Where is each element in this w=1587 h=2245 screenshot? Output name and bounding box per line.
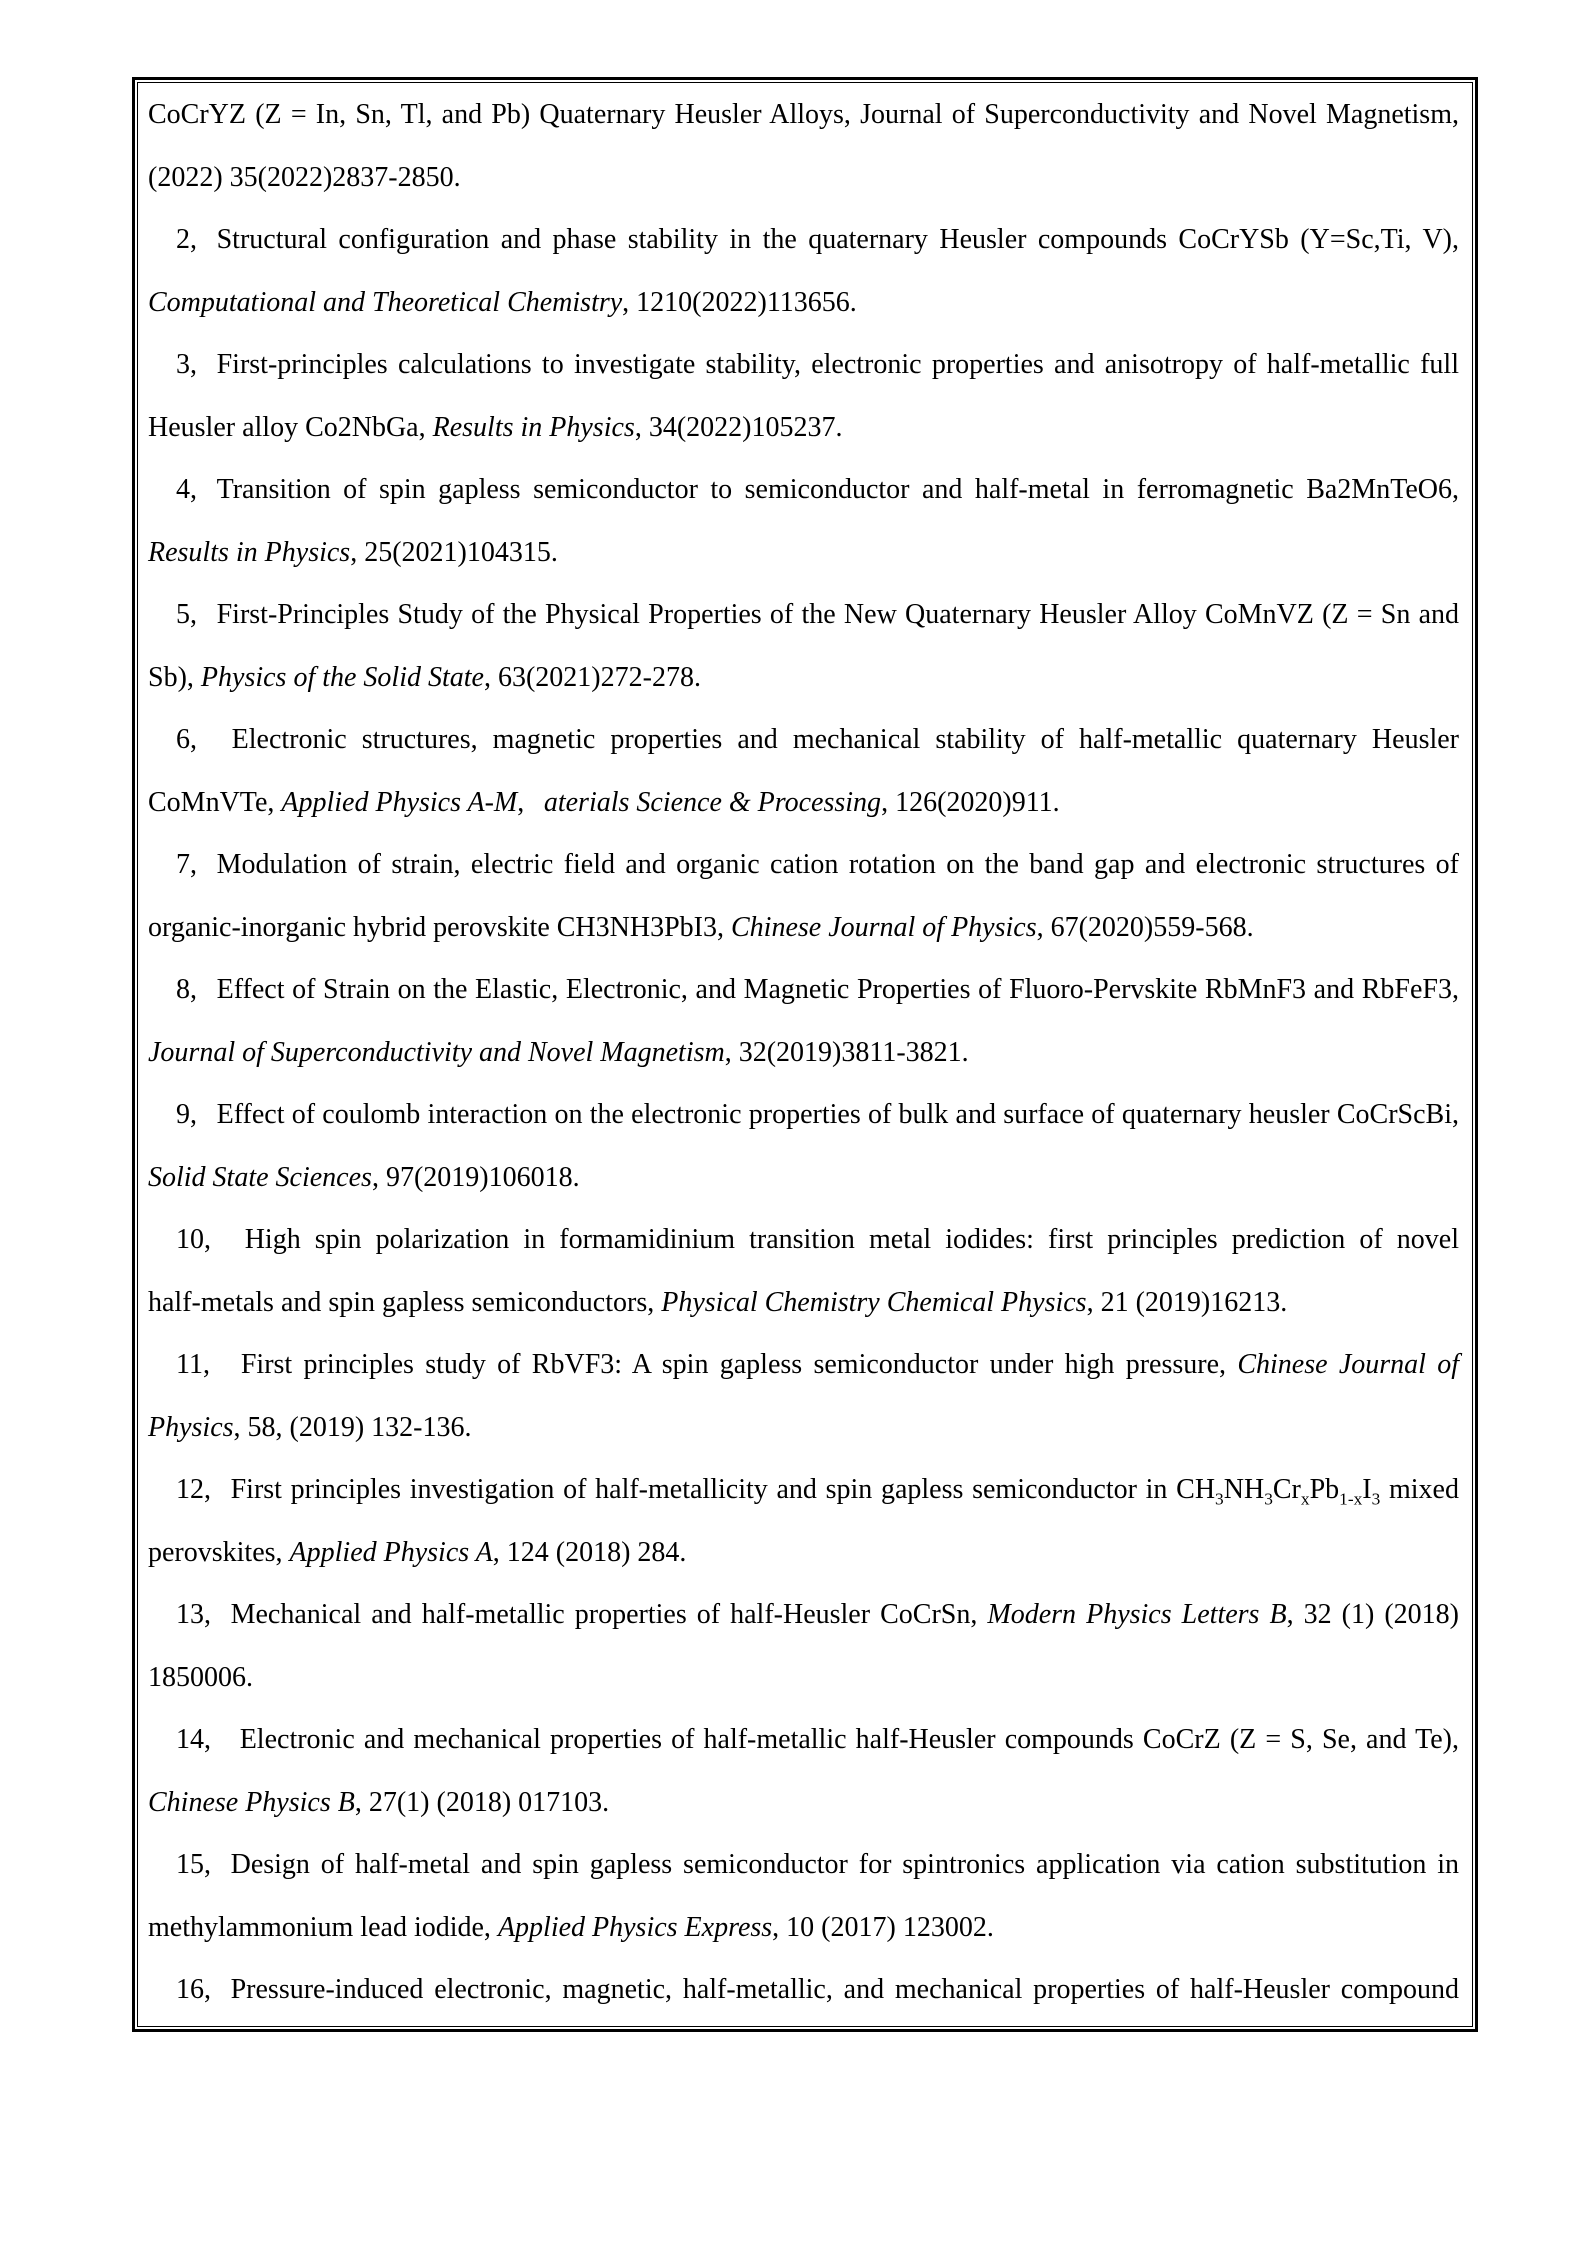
journal-title: Computational and Theoretical Chemistry [148,286,623,318]
reference-item [148,1959,1459,2022]
reference-line [148,459,1459,522]
journal-title: Results in Physics [432,411,635,443]
reference-text: perovskites, [148,1536,290,1568]
reference-line [148,1209,1459,1272]
reference-item [148,834,1459,959]
reference-text: 14 [176,1724,204,1755]
journal-title: Chinese Journal of [1237,1349,1460,1380]
journal-title: Modern Physics Letters B [987,1599,1287,1630]
reference-line [148,709,1459,772]
journal-title: Physics of the Solid State [200,661,484,693]
reference-line [148,1084,1459,1147]
reference-text: Pressure-induced electronic, magnetic, half-metallic, and mechanical properties of half-Heusler compound [230,1974,1459,2005]
reference-text: (2022) 35(2022)2837-2850. [148,161,461,193]
reference-line [148,1584,1459,1647]
reference-text: , 67(2020)559-568. [1036,911,1254,943]
journal-title: Applied Physics Express [497,1911,773,1943]
ideographic-comma: , [204,1599,211,1630]
reference-text: Modulation of strain, electric field and organic cation rotation on the band gap and electronic structures of [216,849,1459,880]
reference-text: 16 [176,1974,204,2005]
journal-title: Applied Physics A-M [281,786,518,818]
journal-title: Journal of Superconductivity and Novel Magnetism [148,1036,725,1068]
page-border-inner [137,82,1473,2027]
reference-text: , 97(2019)106018. [371,1161,580,1193]
reference-text: , 32 (1) (2018) [1286,1599,1460,1630]
reference-item [148,209,1459,334]
journal-title: aterials Science & Processing [543,786,882,818]
reference-text: , 124 (2018) 284. [492,1536,687,1568]
reference-text: Pb [1309,1474,1340,1505]
ideographic-comma: , [190,599,197,630]
reference-text: 8 [176,974,190,1005]
ideographic-comma: , [190,974,197,1005]
journal-title: Applied Physics A [289,1536,493,1568]
ideographic-comma: , [202,1349,210,1380]
reference-text: Sb), [148,661,201,693]
reference-line [148,1397,1459,1460]
chemical-subscript: 3 [1264,1489,1273,1509]
journal-title: Physical Chemistry Chemical Physics [661,1286,1087,1318]
ideographic-comma: , [204,1224,211,1255]
ideographic-comma: , [190,224,197,255]
reference-text: 6 [176,724,190,755]
reference-text: Electronic and mechanical properties of half-metallic half-Heusler compounds CoCrZ (Z = S, Se, and Te), [230,1724,1459,1755]
reference-text: First principles investigation of half-metallicity and spin gapless semiconductor in CH [230,1474,1216,1505]
reference-text: I [1362,1474,1372,1505]
reference-text: CoCrYZ (Z = In, Sn, Tl, and Pb) Quaternary Heusler Alloys, Journal of Superconductivity and Novel Magnetism, [148,99,1459,130]
reference-text: Heusler alloy Co2NbGa, [148,411,433,443]
reference-text: Mechanical and half-metallic properties of half-Heusler CoCrSn, [230,1599,988,1630]
reference-text: methylammonium lead iodide, [148,1911,498,1943]
reference-line [148,1022,1459,1085]
reference-text: CoMnVTe, [148,786,282,818]
ideographic-comma: , [204,1849,211,1880]
reference-text: 3 [176,349,190,380]
reference-list [148,84,1459,2022]
reference-text: NH [1223,1474,1265,1505]
journal-title: Physics [148,1411,234,1443]
reference-text: Transition of spin gapless semiconductor to semiconductor and half-metal in ferromagnetic Ba2MnTeO6, [216,474,1459,505]
reference-text: Electronic structures, magnetic properties and mechanical stability of half-metallic quaternary Heusler [216,724,1459,755]
reference-text: 15 [176,1849,204,1880]
reference-line [148,1897,1459,1960]
reference-line [148,1772,1459,1835]
ideographic-comma: , [190,849,197,880]
reference-text: 13 [176,1599,204,1630]
reference-text: , 25(2021)104315. [350,536,558,568]
ideographic-comma: , [190,349,197,380]
reference-line [148,1272,1459,1335]
reference-item [148,84,1459,209]
reference-text: Structural configuration and phase stability in the quaternary Heusler compounds CoCrYSb (Y=Sc,Ti, V), [216,224,1459,255]
reference-text: First-principles calculations to investigate stability, electronic properties and anisotropy of half-metallic full [216,349,1459,380]
page-border-outer [132,77,1478,2032]
reference-text: , 58, (2019) 132-136. [233,1411,472,1443]
journal-title: Chinese Journal of Physics [730,911,1037,943]
reference-line [148,1334,1459,1397]
reference-text: , 32(2019)3811-3821. [724,1036,969,1068]
reference-text: 9 [176,1099,190,1130]
journal-title: Results in Physics [148,536,351,568]
reference-text: 11 [176,1349,203,1380]
reference-text: Cr [1272,1474,1301,1505]
reference-text: Design of half-metal and spin gapless semiconductor for spintronics application via cation substitution in [230,1849,1459,1880]
reference-line [148,1522,1459,1585]
reference-text: 12 [176,1474,204,1505]
reference-item [148,1459,1459,1584]
ideographic-comma: , [204,1724,211,1755]
reference-text: Effect of Strain on the Elastic, Electronic, and Magnetic Properties of Fluoro-Pervskite RbMnF3 and RbFeF3, [216,974,1459,1005]
chemical-subscript: 1-x [1339,1489,1363,1509]
reference-line [148,1959,1459,2022]
reference-item [148,584,1459,709]
reference-line [148,584,1459,647]
reference-item [148,1834,1459,1959]
reference-line [148,1147,1459,1210]
reference-text: , 27(1) (2018) 017103. [354,1786,610,1818]
reference-line [148,1834,1459,1897]
reference-text: 4 [176,474,190,505]
journal-title: Solid State Sciences [148,1161,372,1193]
reference-text: , 34(2022)105237. [634,411,843,443]
reference-line [148,897,1459,960]
reference-item [148,1084,1459,1209]
reference-line [148,1459,1459,1522]
reference-item [148,959,1459,1084]
reference-item [148,459,1459,584]
ideographic-comma: , [190,474,197,505]
reference-item [148,1584,1459,1709]
ideographic-comma: , [190,724,197,755]
reference-text: organic-inorganic hybrid perovskite CH3NH3PbI3, [148,911,731,943]
reference-line [148,84,1459,147]
reference-line [148,1709,1459,1772]
page-content [138,83,1472,2026]
reference-item [148,1334,1459,1459]
chemical-subscript: 3 [1371,1489,1381,1509]
reference-text: , 10 (2017) 123002. [772,1911,994,1943]
reference-item [148,334,1459,459]
ideographic-comma: , [204,1974,211,2005]
reference-text: half-metals and spin gapless semiconductors, [148,1286,662,1318]
reference-text: 5 [176,599,190,630]
ideographic-comma: , [204,1474,211,1505]
reference-text: , 21 (2019)16213. [1086,1286,1288,1318]
chemical-subscript: x [1300,1489,1310,1509]
reference-line [148,209,1459,272]
reference-text: 7 [176,849,190,880]
reference-line [148,147,1459,210]
reference-line [148,834,1459,897]
chemical-subscript: 3 [1215,1489,1224,1509]
reference-text: , 63(2021)272-278. [483,661,701,693]
reference-text: High spin polarization in formamidinium transition metal iodides: first principles prediction of novel [230,1224,1459,1255]
reference-item [148,1209,1459,1334]
reference-item [148,709,1459,834]
reference-line [148,334,1459,397]
reference-line [148,772,1459,835]
reference-text: 2 [176,224,190,255]
reference-text: First-Principles Study of the Physical Properties of the New Quaternary Heusler Alloy CoMnVZ (Z = Sn and [216,599,1459,630]
reference-text: , 1210(2022)113656. [622,286,857,318]
reference-text: First principles study of RbVF3: A spin gapless semiconductor under high pressure, [229,1349,1238,1380]
reference-line [148,397,1459,460]
reference-line [148,1647,1459,1710]
reference-text: 10 [176,1224,204,1255]
journal-title: Chinese Physics B [148,1786,355,1818]
reference-line [148,959,1459,1022]
reference-line [148,522,1459,585]
reference-line [148,647,1459,710]
ideographic-comma: , [190,1099,197,1130]
reference-text: 1850006. [148,1661,253,1693]
reference-text: , 126(2020)911. [881,786,1060,818]
reference-item [148,1709,1459,1834]
reference-text: mixed [1380,1474,1459,1505]
ideographic-comma: , [517,786,525,818]
reference-text: Effect of coulomb interaction on the electronic properties of bulk and surface of quaternary heusler CoCrScBi, [216,1099,1459,1130]
reference-line [148,272,1459,335]
